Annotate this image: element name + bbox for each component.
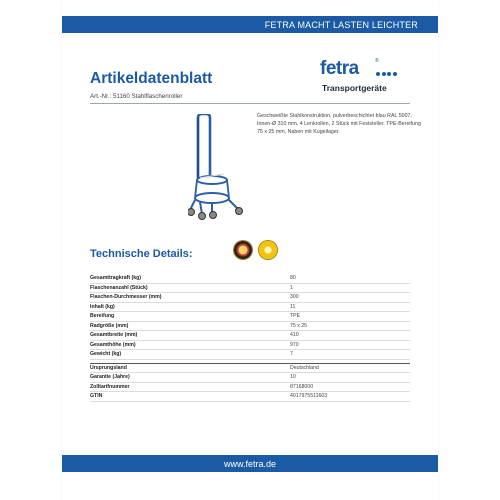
spec-row	[90, 293, 410, 303]
spec-value: 300	[290, 294, 299, 301]
spec-label: Gesamtbreite (mm)	[90, 332, 138, 339]
spec-label: Gewicht (kg)	[90, 351, 122, 358]
fetra-logo	[320, 58, 420, 98]
spec-label: Flaschenanzahl (Stück)	[90, 284, 148, 291]
spec-value: 80	[290, 275, 296, 282]
cylinder-trolley-image	[188, 114, 248, 220]
spec-label: Gesamthöhe (mm)	[90, 341, 136, 348]
spec-label: Flaschen-Durchmesser (mm)	[90, 294, 162, 301]
footer-banner	[62, 455, 438, 472]
spec-value: 87168000	[290, 383, 314, 390]
spec-label: Garantie (Jahre)	[90, 374, 130, 381]
registered-mark: ®	[375, 58, 379, 64]
page-title: Artikeldatenblatt	[90, 70, 213, 87]
spec-row	[90, 341, 410, 351]
datasheet-page	[62, 0, 438, 500]
spec-value: 970	[290, 341, 299, 348]
top-banner	[62, 16, 438, 33]
spec-label: Gesamttragkraft (kg)	[90, 275, 142, 282]
warranty-seal-icon	[259, 241, 277, 259]
spec-label: Zolltarifnummer	[90, 383, 130, 390]
spec-value: 410	[290, 332, 299, 339]
spec-label: Ursprungsland	[90, 364, 127, 371]
spec-value: 11	[290, 303, 296, 310]
spec-row	[90, 350, 410, 360]
product-description: Geschweißte Stahlkonstruktion, pulverbeschichtet blau RAL 5007. Innen-Ø 310 mm. 4 Lenkrollen, 2 Stück mit Feststeller. TPE-Bereifung 75 x 25 mm, Naben mit Kugellager.	[257, 113, 421, 135]
logo-subtitle: Transportgeräte	[322, 83, 387, 93]
made-in-germany-seal-icon	[234, 241, 252, 259]
spec-row	[90, 284, 410, 294]
spec-label: Radgröße (mm)	[90, 322, 129, 329]
title-divider	[90, 103, 410, 104]
logo-wordmark: fetra	[320, 58, 359, 79]
spec-row	[90, 373, 410, 383]
spec-row	[90, 322, 410, 332]
spec-label: Inhalt (kg)	[90, 303, 115, 310]
spec-value: TPE	[290, 313, 301, 320]
article-number: Art.-Nr.: 51160 Stahlflaschenroller	[90, 93, 183, 100]
spec-row	[90, 383, 410, 393]
spec-value: 1	[290, 284, 293, 291]
spec-row	[90, 363, 410, 374]
spec-row	[90, 303, 410, 313]
spec-value: 4017975511603	[290, 393, 328, 400]
spec-table	[90, 274, 410, 402]
spec-label: Bereifung	[90, 313, 115, 320]
spec-row	[90, 312, 410, 322]
spec-value: 10	[290, 374, 296, 381]
spec-value: Deutschland	[290, 364, 319, 371]
spec-row	[90, 331, 410, 341]
logo-dots-icon	[376, 72, 397, 76]
technical-details-heading: Technische Details:	[90, 248, 193, 260]
banner-slogan: FETRA MACHT LASTEN LEICHTER	[264, 19, 418, 30]
spec-label: GTIN	[90, 393, 103, 400]
footer-url-link[interactable]: www.fetra.de	[223, 458, 277, 469]
spec-row	[90, 392, 410, 402]
spec-row	[90, 274, 410, 284]
spec-value: 75 x 25	[290, 322, 308, 329]
spec-value: 7	[290, 351, 293, 358]
